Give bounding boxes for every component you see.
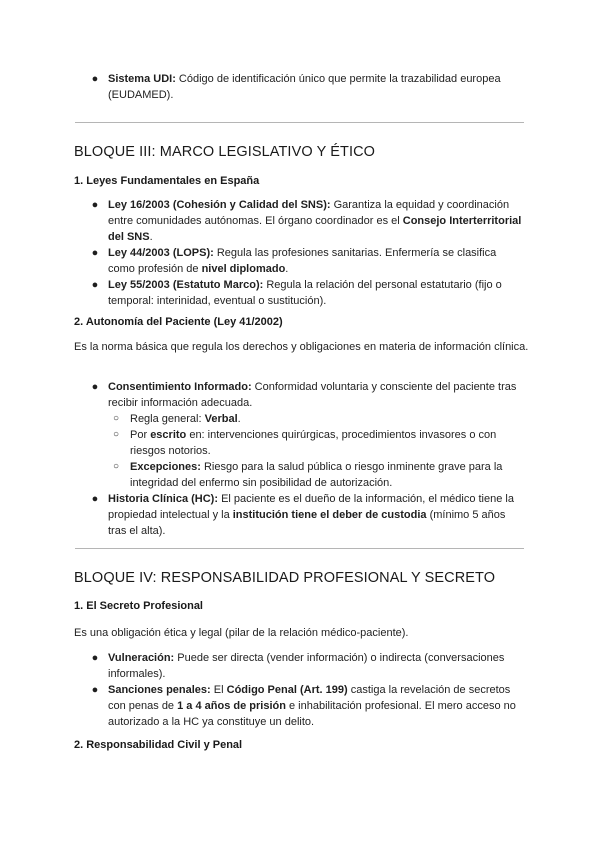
autonomy-list xyxy=(0,379,600,539)
divider xyxy=(75,122,524,123)
list-item-sanciones: ● Sanciones penales: El Código Penal (Art. 199) castiga la revelación de secretos con penas de 1 a 4 años de prisión e inhabilitación profesional. El mero acceso no autorizado a la HC ya constituye un delito. xyxy=(91,684,516,728)
bullet-icon: ● xyxy=(91,493,99,505)
list-item-ley44: ● Ley 44/2003 (LOPS): Regula las profesiones sanitarias. Enfermería se clasifica como profesión de nivel diplomado. xyxy=(91,247,497,275)
secret-list xyxy=(0,650,600,730)
bullet-icon: ● xyxy=(91,247,99,259)
paragraph-autonomia: Es la norma básica que regula los derechos y obligaciones en materia de información clínica. xyxy=(74,341,529,353)
list-item-ley55: ● Ley 55/2003 (Estatuto Marco): Regula la relación del personal estatutario (fijo o temporal: interinidad, eventual o sustitución). xyxy=(91,279,502,307)
list-item-vulneracion: ● Vulneración: Puede ser directa (vender información) o indirecta (conversaciones informales). xyxy=(91,652,505,680)
subheading-autonomia: 2. Autonomía del Paciente (Ley 41/2002) xyxy=(74,316,283,328)
term-udi: Sistema UDI: xyxy=(108,73,176,85)
sub-bullet-icon: ○ xyxy=(112,429,120,440)
sub-item-escrito: ○ Por escrito en: intervenciones quirúrgicas, procedimientos invasores o con riesgos notorios. xyxy=(112,429,497,457)
section-title-bloque-iv: BLOQUE IV: RESPONSABILIDAD PROFESIONAL Y SECRETO xyxy=(74,570,496,586)
divider xyxy=(75,548,524,549)
sub-bullet-icon: ○ xyxy=(112,413,120,424)
subheading-leyes: 1. Leyes Fundamentales en España xyxy=(74,175,260,187)
intro-list xyxy=(0,71,600,103)
list-item-ley16: ● Ley 16/2003 (Cohesión y Calidad del SNS): Garantiza la equidad y coordinación entre comunidades autónomas. El órgano coordinador es el Consejo Interterritorial del SNS. xyxy=(91,199,522,243)
list-item-consentimiento: ● Consentimiento Informado: Conformidad voluntaria y consciente del paciente tras recibir información adecuada. xyxy=(91,381,517,409)
laws-list xyxy=(0,197,600,309)
bullet-icon: ● xyxy=(91,652,99,664)
section-title-bloque-iii: BLOQUE III: MARCO LEGISLATIVO Y ÉTICO xyxy=(74,144,376,160)
bullet-icon: ● xyxy=(91,684,99,696)
sub-bullet-icon: ○ xyxy=(112,461,120,472)
bullet-icon: ● xyxy=(91,381,99,393)
bullet-icon: ● xyxy=(91,279,99,291)
sub-item-excepciones: ○ Excepciones: Riesgo para la salud pública o riesgo inminente grave para la integridad del enfermo sin posibilidad de autorización. xyxy=(112,461,503,489)
list-item-udi: ● Sistema UDI: Código de identificación único que permite la trazabilidad europea (EUDAMED). xyxy=(91,73,501,101)
sub-item-regla-general: ○ Regla general: Verbal. xyxy=(112,413,241,425)
bullet-icon: ● xyxy=(91,73,99,85)
paragraph-secreto: Es una obligación ética y legal (pilar de la relación médico-paciente). xyxy=(74,627,409,639)
list-item-historia-clinica: ● Historia Clínica (HC): El paciente es el dueño de la información, el médico tiene la propiedad intelectual y la institución tiene el deber de custodia (mínimo 5 años tras el alta). xyxy=(91,493,514,537)
subheading-secreto: 1. El Secreto Profesional xyxy=(74,600,203,612)
bullet-icon: ● xyxy=(91,199,99,211)
subheading-responsabilidad: 2. Responsabilidad Civil y Penal xyxy=(74,739,243,751)
